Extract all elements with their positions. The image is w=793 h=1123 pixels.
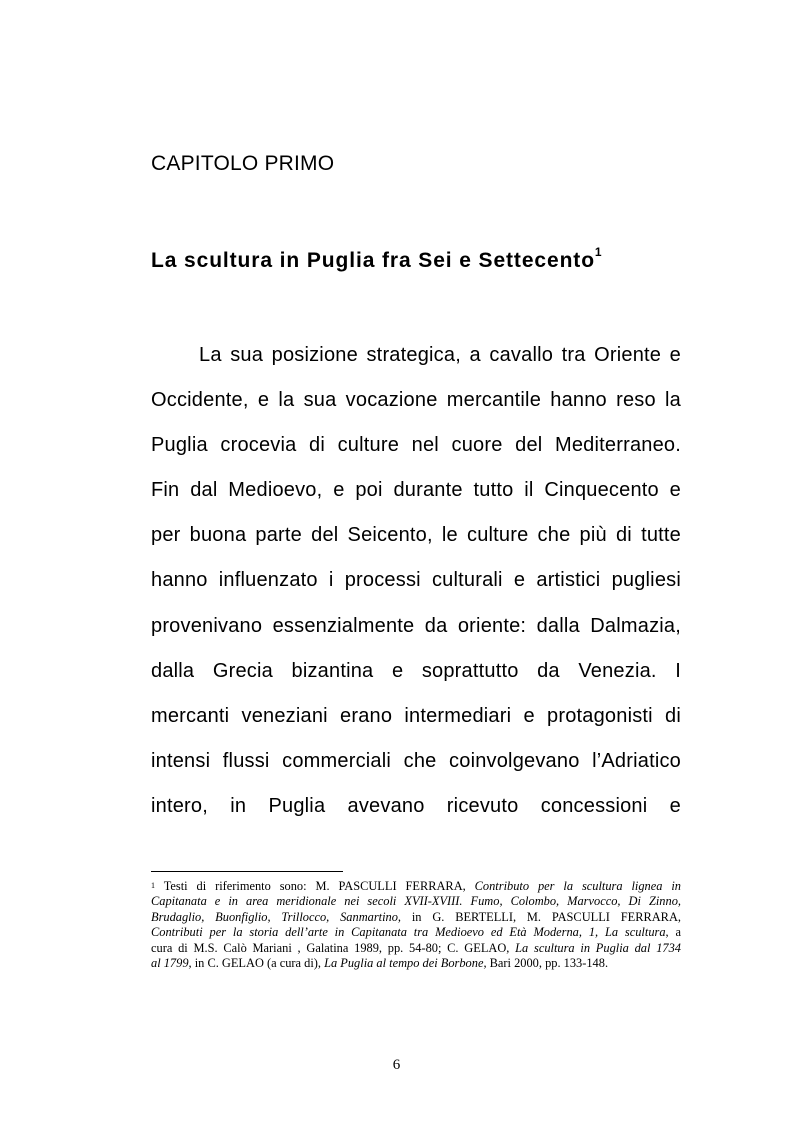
- body-line: provenivano essenzialmente da oriente: dalla Dalmazia,: [151, 614, 681, 637]
- footnote-italic-text: La scultura in Puglia dal 1734: [515, 940, 681, 955]
- footnote-italic-text: Capitanata e in area meridionale nei secoli XVII-XVIII. Fumo, Colombo, Marvocco, Di Zinno,: [151, 894, 681, 909]
- chapter-heading: CAPITOLO PRIMO: [151, 152, 335, 175]
- footnote-text: , a: [665, 925, 682, 940]
- footnote-line: [151, 941, 681, 956]
- body-line: La sua posizione strategica, a cavallo tra Oriente e: [199, 344, 681, 366]
- body-line: Occidente, e la sua vocazione mercantile hanno reso la: [151, 389, 681, 412]
- body-line: intensi flussi commerciali che coinvolgevano l’Adriatico: [151, 749, 681, 772]
- footnote-italic-text: al 1799,: [151, 956, 192, 971]
- footnote-line: [151, 879, 681, 894]
- body-line: mercanti veneziani erano intermediari e protagonisti di: [151, 704, 681, 727]
- footnote-text: Bari 2000, pp. 133-148.: [486, 956, 609, 971]
- footnote-separator: [151, 871, 343, 872]
- section-title: [151, 245, 602, 273]
- footnote-reference: 1: [594, 245, 602, 259]
- body-line: Fin dal Medioevo, e poi durante tutto il Cinquecento e: [151, 479, 681, 502]
- footnote-text: Testi di riferimento sono: M. PASCULLI FERRARA,: [155, 879, 475, 893]
- footnote-italic-text: Contributo per la scultura lignea in: [474, 879, 681, 893]
- page-number: 6: [392, 1057, 401, 1073]
- body-line: Puglia crocevia di culture nel cuore del Mediterraneo.: [151, 434, 681, 457]
- footnote-text: in C. GELAO (a cura di),: [191, 956, 325, 971]
- footnote-line: [151, 925, 681, 940]
- footnote-italic-text: La Puglia al tempo dei Borbone,: [324, 956, 487, 971]
- footnote: [151, 879, 681, 971]
- footnote-text: in G. BERTELLI, M. PASCULLI FERRARA,: [401, 909, 681, 924]
- body-line: hanno influenzato i processi culturali e artistici pugliesi: [151, 569, 681, 592]
- footnote-text: cura di M.S. Calò Mariani , Galatina 1989, pp. 54-80; C. GELAO,: [151, 940, 516, 955]
- footnote-italic-text: Contributi per la storia dell’arte in Capitanata tra Medioevo ed Età Moderna, 1, La scultura: [151, 925, 666, 940]
- footnote-line: [151, 956, 681, 971]
- footnote-italic-text: Brudaglio, Buonfiglio, Trillocco, Sanmartino,: [151, 909, 402, 924]
- body-line: per buona parte del Seicento, le culture che più di tutte: [151, 524, 681, 547]
- body-line: dalla Grecia bizantina e soprattutto da Venezia. I: [151, 659, 681, 682]
- footnote-marker: 1: [151, 881, 155, 890]
- footnote-line: [151, 910, 681, 925]
- body-line: intero, in Puglia avevano ricevuto concessioni e: [151, 794, 681, 817]
- section-title-text: La scultura in Puglia fra Sei e Settecento: [151, 249, 595, 272]
- body-text: [151, 333, 681, 829]
- footnote-line: [151, 894, 681, 909]
